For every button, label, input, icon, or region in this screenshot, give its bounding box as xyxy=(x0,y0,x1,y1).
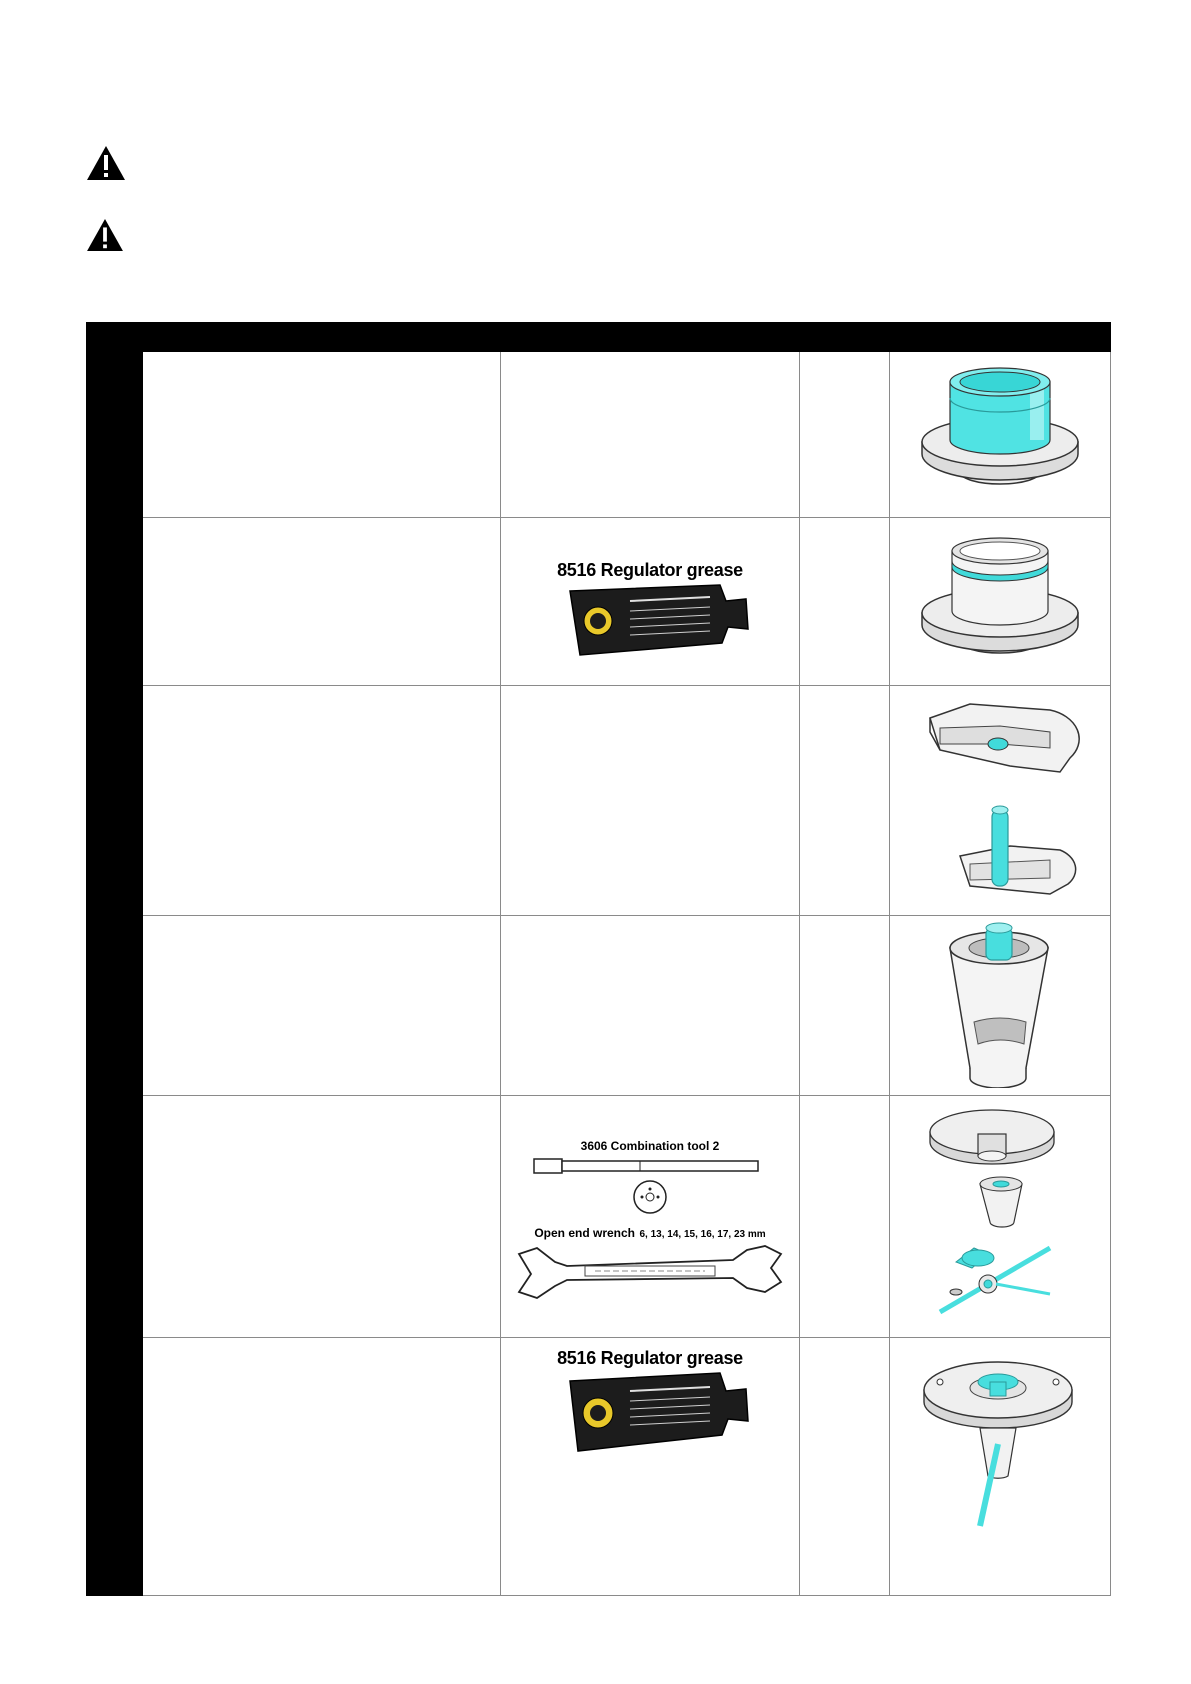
illustration-cell xyxy=(890,916,1111,1096)
tool-label: 8516 Regulator grease xyxy=(557,559,743,580)
illustration-cell xyxy=(890,518,1111,686)
grease-tube-icon xyxy=(550,581,750,657)
illustration-cell xyxy=(890,686,1111,916)
illustration-cell xyxy=(890,1338,1111,1596)
header-step xyxy=(87,323,143,352)
header-part xyxy=(800,323,890,352)
part-cell xyxy=(800,1096,890,1338)
combination-tool-icon xyxy=(530,1153,770,1215)
table-row xyxy=(87,686,1111,916)
step-cell xyxy=(87,916,143,1096)
table-header-row xyxy=(87,323,1111,352)
tools-cell xyxy=(501,916,800,1096)
illustration-cell xyxy=(890,352,1111,518)
wrench-label xyxy=(501,1224,799,1242)
header-illustration xyxy=(890,323,1111,352)
table-row xyxy=(87,352,1111,518)
description-cell xyxy=(143,352,501,518)
step-cell xyxy=(87,1338,143,1596)
description-cell xyxy=(143,1338,501,1596)
header-tools xyxy=(501,323,800,352)
tools-cell xyxy=(501,1338,800,1596)
part-cell xyxy=(800,352,890,518)
part-cell xyxy=(800,1338,890,1596)
part-cell xyxy=(800,518,890,686)
valve-seat-cyan-icon xyxy=(910,362,1090,502)
tools-cell xyxy=(501,518,800,686)
tools-cell xyxy=(501,686,800,916)
warning-triangle-icon xyxy=(86,218,124,252)
warning-1 xyxy=(86,145,126,181)
description-cell xyxy=(143,1096,501,1338)
table-row xyxy=(87,916,1111,1096)
warning-2 xyxy=(86,218,124,252)
table-row xyxy=(87,1096,1111,1338)
step-cell xyxy=(87,518,143,686)
warning-triangle-icon xyxy=(86,145,126,181)
part-cell xyxy=(800,916,890,1096)
valve-seat-oring-icon xyxy=(910,529,1090,669)
part-cell xyxy=(800,686,890,916)
tool-label: Open end wrench xyxy=(534,1225,636,1240)
procedure-table xyxy=(86,322,1111,1596)
grease-tube-icon xyxy=(550,1369,750,1453)
step-cell xyxy=(87,1096,143,1338)
tool-label: 8516 Regulator grease xyxy=(557,1348,743,1368)
description-cell xyxy=(143,518,501,686)
table-row xyxy=(87,1338,1111,1596)
cone-housing-icon xyxy=(930,918,1070,1088)
open-end-wrench-icon xyxy=(515,1242,785,1302)
assembled-seat-stem-icon xyxy=(910,1344,1090,1534)
step-cell xyxy=(87,352,143,518)
description-cell xyxy=(143,916,501,1096)
illustration-cell xyxy=(890,1096,1111,1338)
header-description xyxy=(143,323,501,352)
table-row xyxy=(87,518,1111,686)
step-cell xyxy=(87,686,143,916)
tool-sizes: 6, 13, 14, 15, 16, 17, 23 mm xyxy=(639,1228,766,1240)
tools-cell xyxy=(501,1096,800,1338)
description-cell xyxy=(143,686,501,916)
tools-cell xyxy=(501,352,800,518)
exploded-assembly-icon xyxy=(900,1098,1100,1330)
tool-label: 3606 Combination tool 2 xyxy=(580,1138,720,1153)
split-halves-pin-icon xyxy=(900,688,1100,908)
